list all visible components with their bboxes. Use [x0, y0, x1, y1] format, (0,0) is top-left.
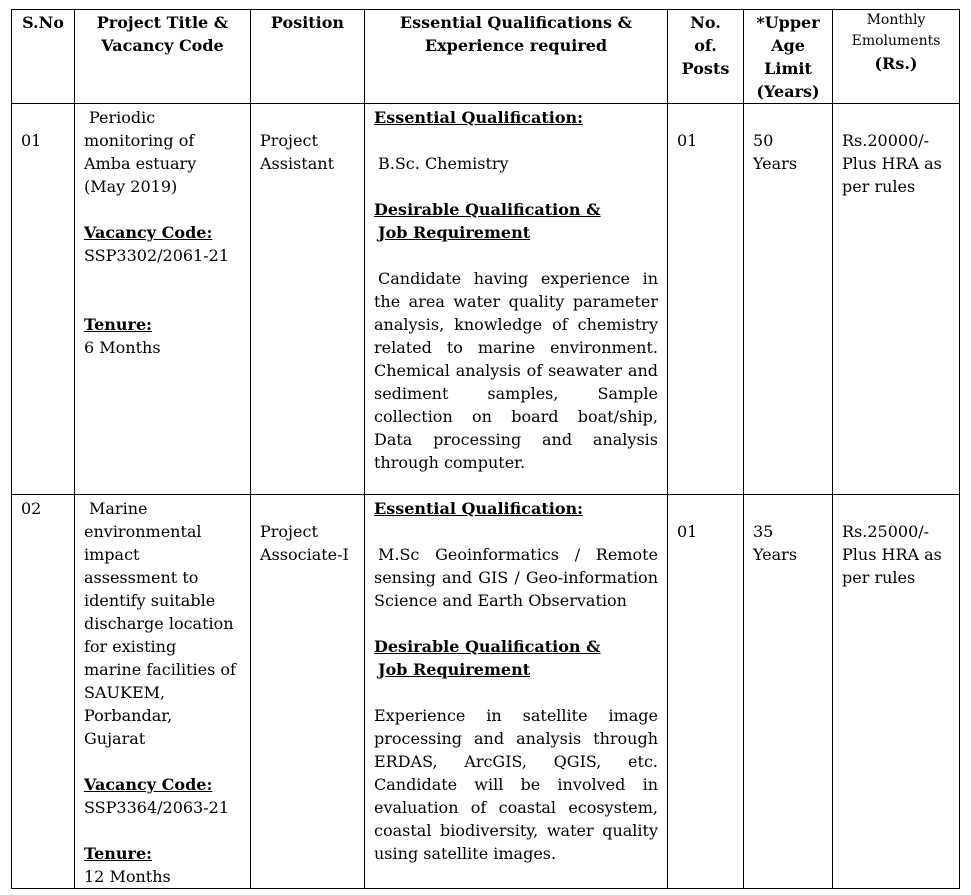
emoluments-cell: Rs.20000/- Plus HRA as per rules	[833, 104, 960, 495]
header-emoluments: Monthly Emoluments (Rs.)	[833, 10, 960, 104]
header-qualifications: Essential Qualifications & Experience required	[365, 10, 668, 104]
essential-label: Essential Qualification:	[374, 499, 584, 518]
essential-label: Essential Qualification:	[374, 108, 584, 127]
desirable-text: Candidate having experience in the area water quality parameter analysis, knowledge of chemistry related to marine environment. Chemical analysis of seawater and sediment samples, Sample collection on board boat/ship, Data processing and analysis through computer.	[374, 269, 658, 472]
tenure-label: Tenure:	[84, 844, 153, 863]
vacancy-code-label: Vacancy Code:	[84, 223, 213, 242]
essential-text: M.Sc Geoinformatics / Remote sensing and GIS / Geo-information Science and Earth Observation	[374, 545, 658, 610]
tenure-value: 6 Months	[84, 338, 161, 357]
desirable-label: Desirable Qualification &	[374, 200, 601, 219]
header-row	[12, 10, 960, 104]
vacancy-code: SSP3364/2063-21	[84, 798, 229, 817]
essential-text: B.Sc. Chemistry	[378, 154, 509, 173]
project-cell: Marine environmental impact assessment to identify suitable discharge location for existing marine facilities of SAUKEM, Porbandar, Gujarat Vacancy Code: SSP3364/2063-21 Tenure: 12 Months	[75, 495, 251, 889]
header-position: Position	[251, 10, 365, 104]
posts-cell: 01	[668, 104, 744, 495]
position-cell: Project Assistant	[251, 104, 365, 495]
vacancy-code: SSP3302/2061-21	[84, 246, 229, 265]
age-cell: 50 Years	[744, 104, 833, 495]
vacancy-table	[11, 9, 960, 889]
desirable-text: Experience in satellite image processing and analysis through ERDAS, ArcGIS, QGIS, etc. Candidate will be involved in evaluation of coastal ecosystem, coastal biodiversity, water quality using satellite images.	[374, 706, 658, 863]
desirable-label: Desirable Qualification &	[374, 637, 601, 656]
position-cell: Project Associate-I	[251, 495, 365, 889]
desirable-label: Job Requirement	[378, 223, 531, 242]
table-row	[12, 495, 960, 889]
tenure-value: 12 Months	[84, 867, 171, 886]
age-cell: 35 Years	[744, 495, 833, 889]
tenure-label: Tenure:	[84, 315, 153, 334]
qualification-cell	[365, 495, 668, 889]
header-posts: No. of. Posts	[668, 10, 744, 104]
qualification-cell	[365, 104, 668, 495]
sno-cell: 01	[12, 104, 75, 495]
emoluments-cell: Rs.25000/- Plus HRA as per rules	[833, 495, 960, 889]
header-project: Project Title & Vacancy Code	[75, 10, 251, 104]
project-cell: Periodic monitoring of Amba estuary (May 2019) Vacancy Code: SSP3302/2061-21 Tenure: 6 Months	[75, 104, 251, 495]
header-sno: S.No	[12, 10, 75, 104]
sno-cell: 02	[12, 495, 75, 889]
table-row	[12, 104, 960, 495]
header-age: *Upper Age Limit (Years)	[744, 10, 833, 104]
posts-cell: 01	[668, 495, 744, 889]
desirable-label: Job Requirement	[378, 660, 531, 679]
vacancy-code-label: Vacancy Code:	[84, 775, 213, 794]
